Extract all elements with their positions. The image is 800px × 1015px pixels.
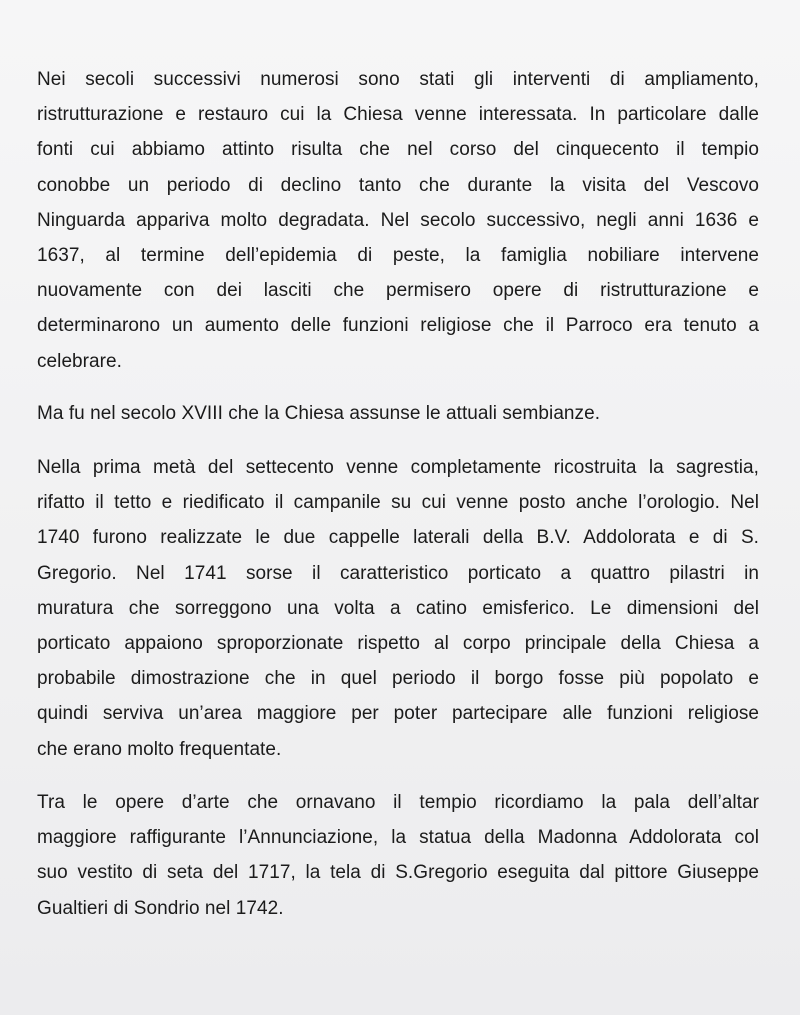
text-line: maggiore raffigurante l’Annunciazione, la statua della Madonna Addolorata col bbox=[37, 827, 759, 849]
text-line: celebrare. bbox=[37, 350, 122, 372]
paragraph-artworks bbox=[37, 785, 759, 926]
text-line: ristrutturazione e restauro cui la Chiesa venne interessata. In particolare dalle bbox=[37, 104, 759, 126]
text-line: 1740 furono realizzate le due cappelle laterali della B.V. Addolorata e di S. bbox=[37, 527, 759, 549]
text-line: probabile dimostrazione che in quel periodo il borgo fosse più popolato e bbox=[37, 668, 759, 690]
text-line: porticato appaiono sproporzionate rispetto al corpo principale della Chiesa a bbox=[37, 632, 759, 654]
text-line: muratura che sorreggono una volta a catino emisferico. Le dimensioni del bbox=[37, 597, 759, 619]
paragraph-eighteenth-century-works bbox=[37, 450, 759, 767]
text-line: suo vestito di seta del 1717, la tela di S.Gregorio eseguita dal pittore Giuseppe bbox=[37, 862, 759, 884]
text-line: Gualtieri di Sondrio nel 1742. bbox=[37, 897, 284, 919]
text-line: Nei secoli successivi numerosi sono stati gli interventi di ampliamento, bbox=[37, 69, 759, 90]
text-line: determinarono un aumento delle funzioni religiose che il Parroco era tenuto a bbox=[37, 315, 759, 337]
text-line: fonti cui abbiamo attinto risulta che nel corso del cinquecento il tempio bbox=[37, 139, 759, 161]
text-line: Nella prima metà del settecento venne completamente ricostruita la sagrestia, bbox=[37, 457, 759, 478]
text-line: conobbe un periodo di declino tanto che durante la visita del Vescovo bbox=[37, 174, 759, 196]
text-line: Ninguarda appariva molto degradata. Nel secolo successivo, negli anni 1636 e bbox=[37, 209, 759, 231]
paragraph-seventeenth-century bbox=[37, 62, 759, 379]
text-line: nuovamente con dei lasciti che permisero opere di ristrutturazione e bbox=[37, 280, 759, 302]
text-line: 1637, al termine dell’epidemia di peste, la famiglia nobiliare intervene bbox=[37, 244, 759, 266]
text-line: Ma fu nel secolo XVIII che la Chiesa assunse le attuali sembianze. bbox=[37, 403, 601, 424]
text-line: Gregorio. Nel 1741 sorse il caratteristico porticato a quattro pilastri in bbox=[37, 562, 759, 584]
text-line: che erano molto frequentate. bbox=[37, 738, 282, 760]
text-line: Tra le opere d’arte che ornavano il tempio ricordiamo la pala dell’altar bbox=[37, 792, 759, 813]
paragraph-eighteenth-century-intro bbox=[37, 396, 759, 431]
text-line: rifatto il tetto e riedificato il campanile su cui venne posto anche l’orologio. Nel bbox=[37, 492, 759, 514]
text-line: quindi serviva un’area maggiore per poter partecipare alle funzioni religiose bbox=[37, 703, 759, 725]
